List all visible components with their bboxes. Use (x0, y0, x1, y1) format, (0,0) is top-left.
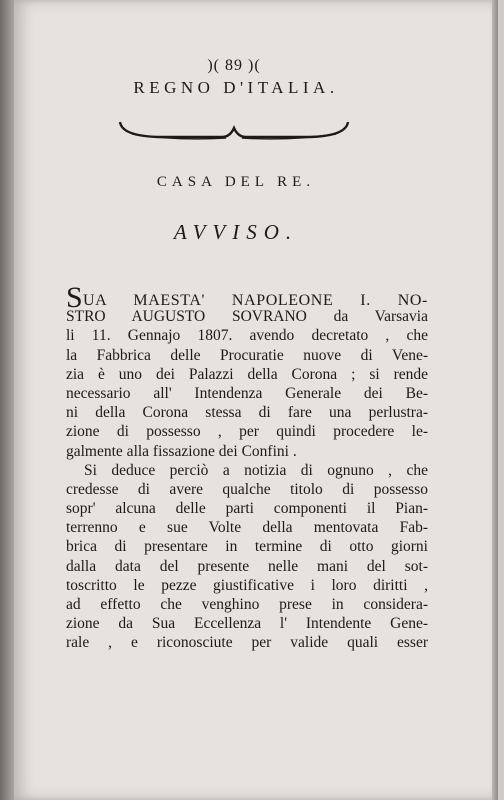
first-line-text: UA MAESTA' NAPOLEONE I. NO- (83, 292, 428, 309)
text-line: li 11. Gennajo 1807. avendo decretato , che (66, 327, 428, 345)
paragraph-1 (66, 307, 428, 461)
notice-body (66, 281, 428, 653)
text-line: STRO AUGUSTO SOVRANO da Varsavia (66, 308, 428, 326)
ornamental-rule (118, 116, 350, 146)
page-number: )( 89 )( (207, 57, 261, 74)
text-line: necessario all' Intendenza Generale dei Be- (66, 384, 428, 402)
body-first-line (66, 281, 428, 314)
notice-heading: AVVISO. (173, 220, 299, 244)
text-line: ad effetto che venghino prese in considera- (66, 596, 428, 613)
text-line: zia è uno dei Palazzi della Corona ; si rende (66, 365, 428, 383)
document-page (14, 0, 498, 800)
drop-capital: S (66, 281, 83, 314)
text-line: zione di possesso , per quindi procedere le- (66, 423, 428, 441)
kingdom-heading: REGNO D'ITALIA. (133, 78, 339, 97)
text-line: toscritto le pezze giustificative i loro diritti , (66, 576, 428, 594)
text-line: brica di presentare in termine di otto giorni (66, 538, 428, 556)
text-line: ni della Corona stessa di fare una perlustra- (66, 404, 428, 422)
text-line: la Fabbrica delle Procuratie nuove di Vene- (66, 346, 428, 364)
text-line: terrenno e sue Volte della mentovata Fab- (66, 519, 428, 537)
text-line: sopr' alcuna delle parti componenti il Pian- (66, 500, 428, 518)
text-line: Si deduce perciò a notizia di ognuno , che (84, 461, 428, 479)
text-line: dalla data del presente nelle mani del sot- (66, 557, 428, 575)
text-line: credesse di avere qualche titolo di possesso (66, 480, 428, 498)
paragraph-2 (66, 461, 428, 653)
page-edge (492, 0, 498, 800)
text-line: zione da Sua Eccellenza l' Intendente Gene- (66, 615, 428, 633)
text-line: rale , e riconosciute per valide quali esser (66, 634, 428, 652)
book-gutter (0, 0, 14, 800)
text-line: galmente alla fissazione dei Confini . (66, 442, 297, 460)
house-heading: CASA DEL RE. (156, 174, 316, 190)
